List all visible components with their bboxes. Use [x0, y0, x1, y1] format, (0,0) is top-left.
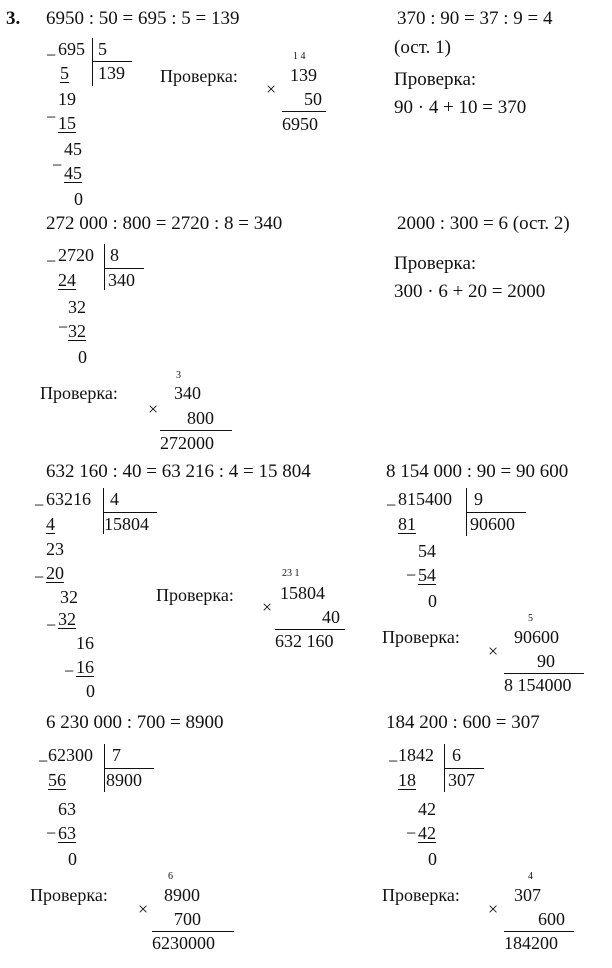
factor-b: 600 [538, 909, 565, 929]
check-label: Проверка: [160, 66, 238, 86]
step-subtrahend: 81 [398, 514, 416, 534]
product: 272000 [160, 433, 214, 453]
factor-b: 40 [322, 607, 340, 627]
quotient: 340 [108, 270, 135, 290]
factor-a: 8900 [164, 885, 200, 905]
times-sign: × [266, 79, 277, 99]
step-subtrahend: 16 [76, 657, 94, 677]
minus-sign: − [46, 45, 57, 65]
minus-sign: − [46, 823, 57, 843]
quotient-line [444, 768, 484, 769]
check-expression: 300 · 6 + 20 = 2000 [394, 281, 546, 302]
carry-digits: 5 [528, 613, 533, 624]
step-value: 45 [64, 139, 82, 159]
remainder: 0 [428, 849, 437, 869]
equation: 272 000 : 800 = 2720 : 8 = 340 [46, 213, 283, 234]
divisor: 4 [110, 489, 119, 509]
step-value: 32 [68, 297, 86, 317]
step-value: 32 [60, 587, 78, 607]
quotient-line [92, 61, 132, 62]
divisor: 5 [98, 39, 107, 59]
equation: 6 230 000 : 700 = 8900 [46, 712, 224, 733]
times-sign: × [488, 899, 499, 919]
factor-b: 700 [174, 909, 201, 929]
check-label: Проверка: [382, 627, 460, 647]
minus-sign: − [406, 823, 417, 843]
dividend: 1842 [398, 745, 434, 765]
factor-a: 340 [174, 383, 201, 403]
step-value: 16 [76, 633, 94, 653]
step-subtrahend: 4 [46, 514, 55, 534]
factor-a: 139 [290, 65, 317, 85]
remainder: 0 [74, 189, 83, 209]
division-bar [92, 38, 93, 86]
product: 184200 [504, 933, 558, 953]
carry-digits: 3 [176, 370, 181, 381]
remainder: 0 [78, 347, 87, 367]
product: 8 154000 [504, 675, 572, 695]
remainder: 0 [86, 681, 95, 701]
quotient: 90600 [470, 514, 515, 534]
check-label: Проверка: [382, 885, 460, 905]
step-subtrahend: 32 [68, 321, 86, 341]
factor-b: 90 [537, 651, 555, 671]
product-line [160, 430, 232, 431]
check-label: Проверка: [30, 885, 108, 905]
minus-sign: − [58, 317, 69, 337]
step-subtrahend: 42 [418, 823, 436, 843]
quotient-line [466, 512, 526, 513]
minus-sign: − [46, 251, 57, 271]
step-subtrahend: 32 [58, 609, 76, 629]
step-subtrahend: 5 [60, 63, 69, 83]
product: 632 160 [275, 631, 334, 651]
minus-sign: − [406, 565, 417, 585]
step-subtrahend: 15 [58, 113, 76, 133]
minus-sign: − [52, 155, 63, 175]
dividend: 695 [58, 39, 85, 59]
step-subtrahend: 24 [58, 270, 76, 290]
quotient-line [104, 768, 154, 769]
remainder-note: (ост. 1) [394, 37, 451, 58]
factor-b: 800 [187, 408, 214, 428]
check-label: Проверка: [394, 69, 477, 90]
product-line [152, 931, 234, 932]
carry-digits: 4 [528, 871, 533, 882]
carry-digits: 1 4 [293, 51, 306, 62]
step-value: 63 [58, 799, 76, 819]
dividend: 2720 [58, 245, 94, 265]
factor-a: 90600 [514, 627, 559, 647]
quotient: 8900 [106, 770, 142, 790]
quotient: 15804 [104, 514, 149, 534]
minus-sign: − [386, 495, 397, 515]
dividend: 815400 [398, 489, 452, 509]
step-value: 42 [418, 799, 436, 819]
carry-digits: 23 1 [282, 568, 300, 579]
check-label: Проверка: [156, 585, 234, 605]
step-subtrahend: 45 [64, 163, 82, 183]
divisor: 6 [452, 745, 461, 765]
divisor: 9 [474, 489, 483, 509]
factor-a: 307 [514, 885, 541, 905]
times-sign: × [138, 899, 149, 919]
carry-digits: 6 [168, 871, 173, 882]
equation: 632 160 : 40 = 63 216 : 4 = 15 804 [46, 461, 311, 482]
check-label: Проверка: [40, 383, 118, 403]
minus-sign: − [388, 751, 399, 771]
dividend: 63216 [46, 489, 91, 509]
product-line [504, 673, 584, 674]
divisor: 7 [112, 745, 121, 765]
equation: 8 154 000 : 90 = 90 600 [386, 461, 569, 482]
product-line [275, 629, 345, 630]
step-subtrahend: 56 [48, 770, 66, 790]
dividend: 62300 [48, 745, 93, 765]
factor-b: 50 [304, 89, 322, 109]
division-bar [104, 244, 105, 290]
minus-sign: − [34, 567, 45, 587]
equation: 184 200 : 600 = 307 [386, 712, 540, 733]
remainder: 0 [68, 849, 77, 869]
check-expression: 90 · 4 + 10 = 370 [394, 97, 527, 118]
equation: 6950 : 50 = 695 : 5 = 139 [46, 8, 240, 29]
step-subtrahend: 20 [46, 563, 64, 583]
product: 6230000 [152, 933, 215, 953]
step-value: 23 [46, 539, 64, 559]
quotient: 139 [98, 63, 125, 83]
minus-sign: − [46, 107, 57, 127]
step-value: 19 [58, 89, 76, 109]
minus-sign: − [38, 751, 49, 771]
times-sign: × [148, 399, 159, 419]
quotient-line [104, 268, 144, 269]
quotient-line [103, 512, 157, 513]
task-number: 3. [6, 8, 21, 29]
product: 6950 [282, 114, 318, 134]
times-sign: × [262, 597, 273, 617]
step-subtrahend: 18 [398, 770, 416, 790]
minus-sign: − [46, 615, 57, 635]
quotient: 307 [448, 770, 475, 790]
step-value: 54 [418, 541, 436, 561]
equation: 370 : 90 = 37 : 9 = 4 [397, 8, 553, 29]
step-subtrahend: 63 [58, 823, 76, 843]
factor-a: 15804 [280, 583, 325, 603]
divisor: 8 [110, 245, 119, 265]
step-subtrahend: 54 [418, 565, 436, 585]
minus-sign: − [64, 661, 75, 681]
equation: 2000 : 300 = 6 (ост. 2) [397, 213, 570, 234]
product-line [504, 931, 574, 932]
times-sign: × [488, 641, 499, 661]
minus-sign: − [34, 495, 45, 515]
remainder: 0 [428, 591, 437, 611]
product-line [282, 111, 326, 112]
check-label: Проверка: [394, 253, 477, 274]
